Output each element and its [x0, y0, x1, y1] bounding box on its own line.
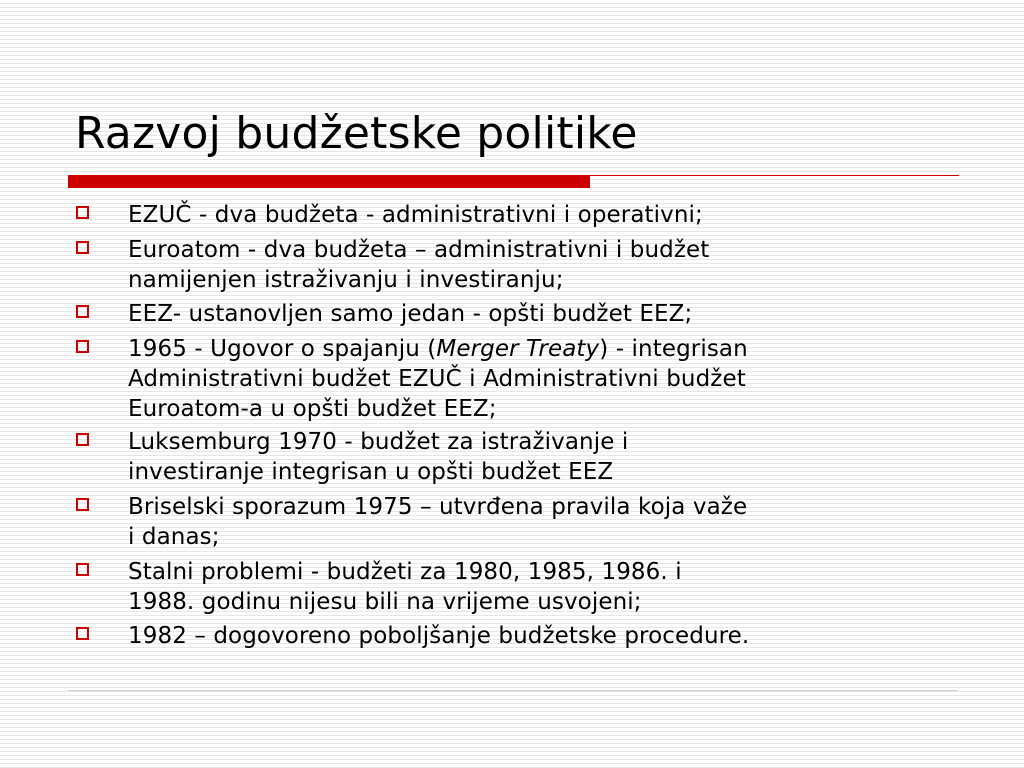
bullet-text: [128, 334, 958, 424]
square-bullet-icon: [76, 627, 89, 640]
bullet-line: Euroatom-a u opšti budžet EEZ;: [128, 396, 497, 422]
bullet-text: [128, 621, 958, 651]
bullet-text-segment: ) - integrisan: [599, 336, 748, 362]
bullet-line: EEZ- ustanovljen samo jedan - opšti budžet EEZ;: [128, 301, 693, 327]
bullet-text: [128, 299, 958, 329]
bullet-text: [128, 235, 958, 295]
bullet-line: namijenjen istraživanju i investiranju;: [128, 267, 564, 293]
square-bullet-icon: [76, 563, 89, 576]
bullet-line: Euroatom - dva budžeta – administrativni i budžet: [128, 237, 710, 263]
bullet-text: [128, 427, 958, 487]
title-divider-line: [590, 175, 959, 176]
title-accent-bar: [68, 175, 590, 188]
bullet-text: [128, 492, 958, 552]
bullet-line: Luksemburg 1970 - budžet za istraživanje i: [128, 429, 629, 455]
bullet-line: EZUČ - dva budžeta - administrativni i operativni;: [128, 202, 703, 228]
bullet-line: Stalni problemi - budžeti za 1980, 1985, 1986. i: [128, 559, 682, 585]
square-bullet-icon: [76, 340, 89, 353]
bullet-line: 1982 – dogovoreno poboljšanje budžetske procedure.: [128, 623, 750, 649]
merger-treaty-italic: Merger Treaty: [436, 336, 600, 362]
bullet-line: 1988. godinu nijesu bili na vrijeme usvojeni;: [128, 589, 642, 615]
square-bullet-icon: [76, 206, 89, 219]
bullet-line: i danas;: [128, 524, 220, 550]
footer-divider-line: [68, 690, 957, 691]
square-bullet-icon: [76, 241, 89, 254]
bullet-text: [128, 557, 958, 617]
bullet-line: investiranje integrisan u opšti budžet EEZ: [128, 459, 614, 485]
bullet-line: [128, 334, 958, 364]
square-bullet-icon: [76, 305, 89, 318]
square-bullet-icon: [76, 498, 89, 511]
bullet-text-segment: 1965 - Ugovor o spajanju (: [128, 336, 437, 362]
bullet-text: [128, 200, 958, 230]
square-bullet-icon: [76, 433, 89, 446]
bullet-line: Administrativni budžet EZUČ i Administrativni budžet: [128, 366, 746, 392]
bullet-line: Briselski sporazum 1975 – utvrđena pravila koja važe: [128, 494, 748, 520]
slide-title: Razvoj budžetske politike: [75, 108, 638, 159]
